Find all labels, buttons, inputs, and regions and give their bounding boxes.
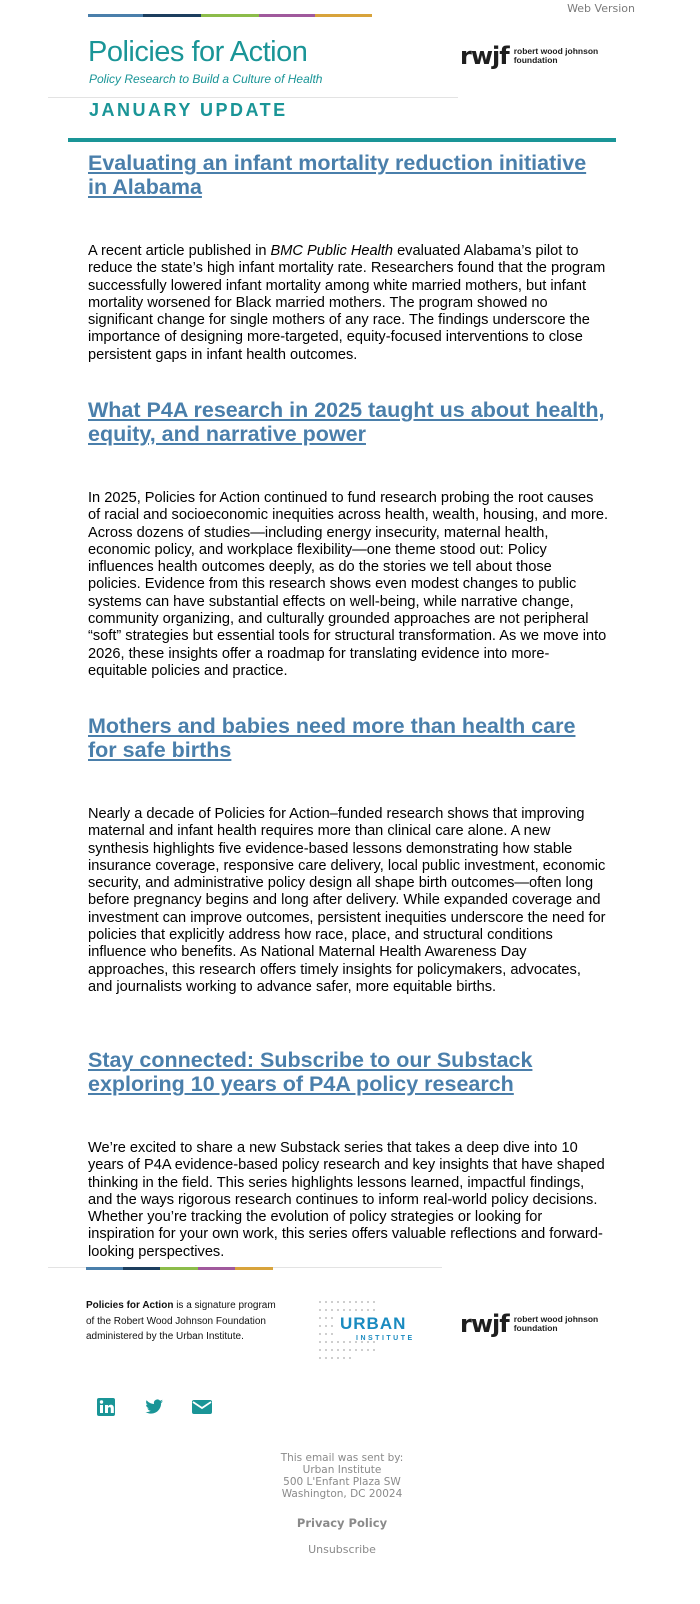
top-color-stripe (88, 14, 372, 17)
footer-rwjf-wordmark: robert wood johnson foundation (513, 1314, 599, 1333)
urban-institute-logo (316, 1298, 426, 1360)
privacy-policy-link[interactable]: Privacy Policy (296, 1516, 388, 1530)
article-1-title-link[interactable]: Evaluating an infant mortality reduction initiative in Alabama (88, 151, 587, 199)
header-divider (48, 97, 458, 98)
sender-street: 500 L'Enfant Plaza SW (283, 1476, 401, 1488)
article-4 (88, 1048, 608, 1261)
twitter-icon[interactable] (143, 1396, 165, 1418)
linkedin-icon[interactable] (95, 1396, 117, 1418)
urban-word: URBAN (340, 1314, 407, 1333)
footer-rwjf-mark: rwjf (460, 1310, 509, 1338)
sender-info (0, 1452, 684, 1500)
sender-city: Washington, DC 20024 (281, 1488, 403, 1500)
footer-color-stripe (86, 1267, 273, 1270)
article-4-body: We’re excited to share a new Substack series that takes a deep dive into 10 years of P4A evidence-based policy research and key insights that have shaped thinking in the field. This series highlights lessons learned, impactful findings, and the ways rigorous research continues to inform real-world policy decisions. Whether you’re tracking the evolution of policy strategies or looking for inspiration for your own work, this series offers valuable reflections and forward-looking perspectives. (88, 1140, 605, 1260)
journal-name: BMC Public Health (270, 243, 394, 259)
article-1 (88, 151, 608, 364)
article-4-title-link[interactable]: Stay connected: Subscribe to our Substack exploring 10 years of P4A policy research (88, 1048, 533, 1096)
unsubscribe-link[interactable]: Unsubscribe (308, 1543, 376, 1556)
article-2-title-link[interactable]: What P4A research in 2025 taught us about health, equity, and narrative power (88, 398, 605, 446)
article-2-body: In 2025, Policies for Action continued to fund research probing the root causes of racial and socioeconomic inequities across health, wealth, housing, and more. Across dozens of studies—including energy insecurity, maternal health, economic policy, and workplace flexibility—one theme stood out: Policy influences health outcomes deeply, as do the stories we tell about those policies. Evidence from this research shows even modest changes to public systems can have substantial effects on well-being, while narrative change, community organizing, and culturally grounded approaches are not peripheral “soft” strategies but essential tools for structural transformation. As we move into 2026, these insights offer a roadmap for translating evidence into more-equitable policies and practice. (88, 490, 608, 679)
article-3-body: Nearly a decade of Policies for Action–funded research shows that improving maternal and infant health requires more than clinical care alone. A new synthesis highlights five evidence-based lessons demonstrating how stable insurance coverage, responsive care delivery, local public investment, economic security, and administrative policy design all shape birth outcomes—often long before pregnancy begins and long after delivery. While expanded coverage and investment can improve outcomes, persistent inequities underscore the need for policies that explicitly address how race, place, and structural conditions influence who benefits. As National Maternal Health Awareness Day approaches, this research offers timely insights for policymakers, advocates, and journalists working to advance safer, more equitable births. (88, 806, 606, 995)
footer-rwjf-logo (460, 1310, 598, 1338)
header-teal-bar (68, 138, 616, 142)
brand-title: Policies for Action (88, 36, 308, 68)
sender-org: Urban Institute (302, 1464, 382, 1476)
rwjf-logo (460, 42, 598, 70)
article-1-body: A recent article published in BMC Public Health evaluated Alabama’s pilot to reduce the state’s high infant mortality rate. Researchers found that the program successfully lowered infant mortality among white married mothers, but infant mortality worsened for Black married mothers. The program showed no significant change for single mothers of any race. The findings underscore the importance of designing more-targeted, equity-focused interventions to close persistent gaps in infant health outcomes. (88, 243, 606, 363)
web-version-link[interactable]: Web Version (567, 2, 635, 15)
update-label: JANUARY UPDATE (89, 100, 288, 120)
rwjf-wordmark: robert wood johnson foundation (513, 46, 599, 65)
email-icon[interactable] (191, 1396, 213, 1418)
urban-sub: INSTITUTE (356, 1335, 415, 1342)
article-2 (88, 398, 608, 680)
sent-by-label: This email was sent by: (280, 1452, 404, 1464)
footer-program-text: Policies for Action is a signature program of the Robert Wood Johnson Foundation administered by the Urban Institute. (86, 1300, 276, 1342)
social-links (95, 1396, 239, 1418)
article-3-title-link[interactable]: Mothers and babies need more than health care for safe births (88, 714, 576, 762)
brand-tagline: Policy Research to Build a Culture of Health (89, 72, 323, 86)
rwjf-mark: rwjf (460, 42, 509, 70)
article-3 (88, 714, 608, 996)
